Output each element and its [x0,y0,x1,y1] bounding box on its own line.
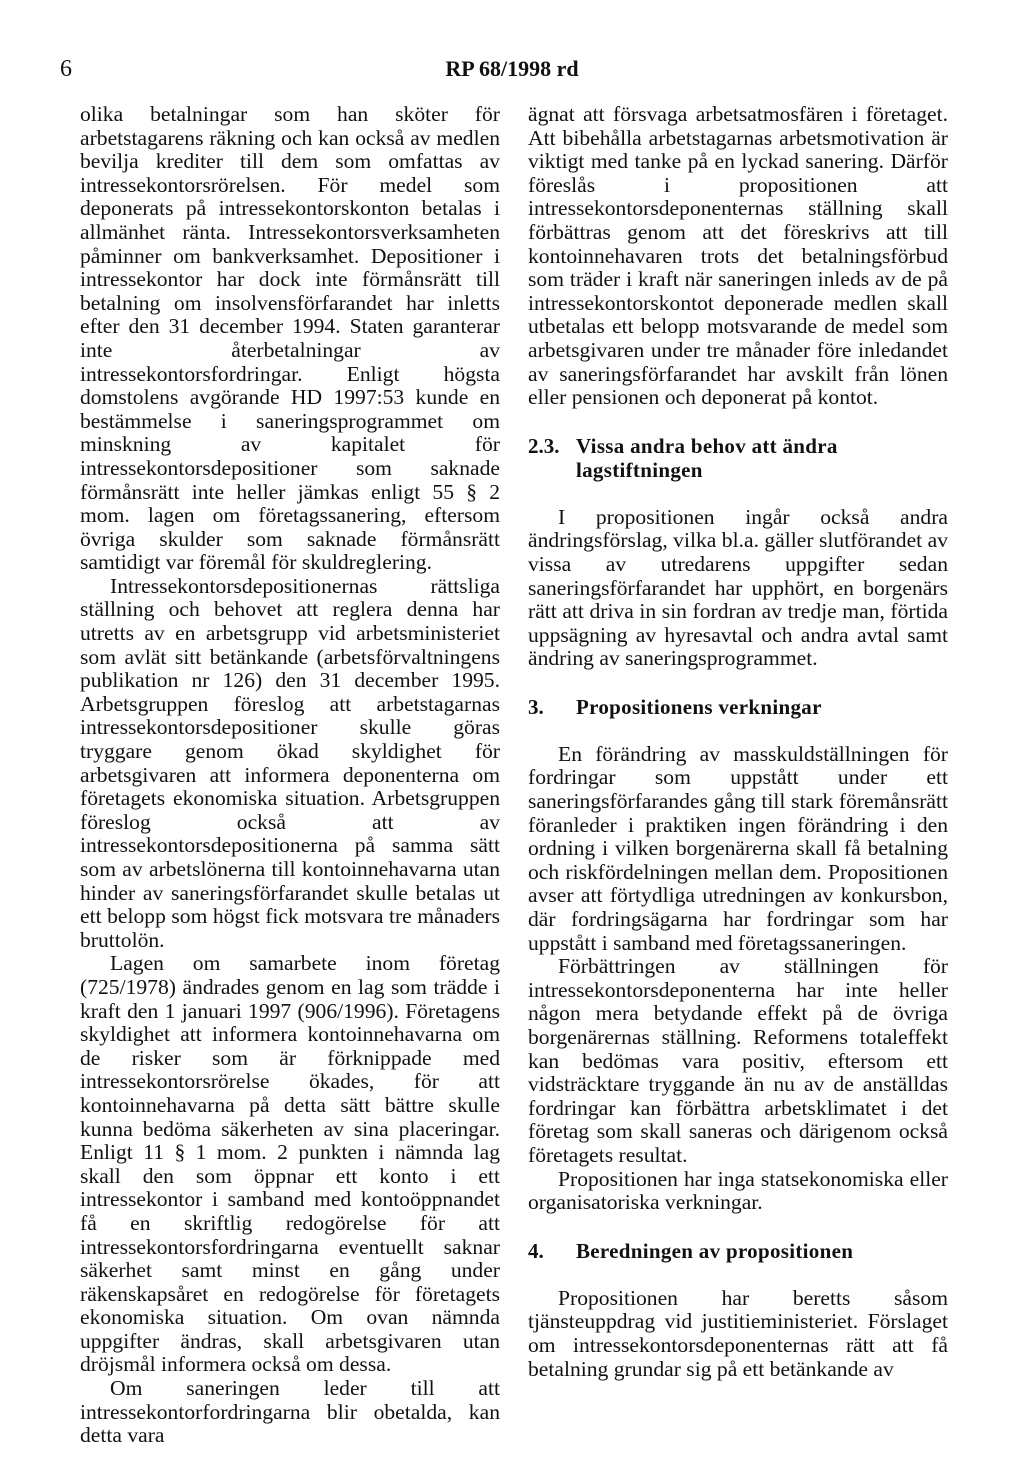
paragraph-section-3-3: Propositionen har inga statsekonomiska eller organisatoriska verkningar. [528,1166,948,1215]
section-title: Beredningen av propositionen [576,1238,854,1263]
section-heading-2-3 [528,434,948,482]
paragraph-left-4: Om saneringen leder till att intressekontorfordringarna blir obetalda, kan detta vara [80,1376,500,1448]
paragraph-right-intro: ägnat att försvaga arbetsatmosfären i företaget. Att bibehålla arbetstagarnas arbetsmotivation är viktigt med tanke på en lyckad sanering. Därför föreslås i propositionen att intressekontorsdeponenternas ställning skall förbättras genom att det föreskrivs att till kontoinnehavaren trots det betalningsförbud som träder i kraft när saneringen inleds av de på intressekontorskontot deponerade medlen skall utbetalas ett belopp motsvarande de medel som arbetsgivaren under tre månader före inledandet av saneringsförfarandet har avskilt från lönen eller pensionen och deponerat på kontot. [528,102,948,410]
page-number: 6 [60,56,72,82]
paragraph-section-3-2: Förbättringen av ställningen för intressekontorsdeponenterna har inte heller någon mera betydande effekt på de övriga borgenärernas ställning. Reformens totaleffekt kan bedömas vara positiv, eftersom ett vidsträcktare tryggande än nu av de anställdas fordringar kan förbättra arbetsklimatet i det företag som skall saneras och därigenom också företagets resultat. [528,954,948,1167]
section-heading-4 [528,1239,948,1263]
paragraph-section-3-1: En förändring av masskuldställningen för fordringar som uppstått under ett saneringsförfarandes gång till stark föremånsrätt föranleder i praktiken ingen förändring i den ordning i vilken borgenärerna skall få betalning och riskfördelningen mellan dem. Propositionen avser att förtydliga utredningen av konkursbon, där fordringsägarna har fordringar som har uppstått i samband med företagssaneringen. [528,741,948,955]
right-column [528,103,948,1381]
section-title: Propositionens verkningar [576,694,822,719]
paragraph-left-3: Lagen om samarbete inom företag (725/1978) ändrades genom en lag som trädde i kraft den 1 januari 1997 (906/1996). Företagens skyldighet att informera kontoinnehavarna om de risker som är förknippade med intressekontorsrörelse ökades, för att kontoinnehavarna på detta sätt bättre skulle kunna bedöma säkerheten av sina placeringar. Enligt 11 § 1 mom. 2 punkten i nämnda lag skall den som öppnar ett konto i ett intressekontor i samband med kontoöppnandet få en skriftlig redogörelse för att intressekontorsfordringarna eventuellt saknar säkerhet samt minst en gång under räkenskapsåret en redogörelse för företagets ekonomiska situation. Om ovan nämnda uppgifter ändras, skall arbetsgivaren utan dröjsmål informera också om dessa. [80,951,500,1377]
paragraph-section-2-3: I propositionen ingår också andra ändringsförslag, vilka bl.a. gäller slutförandet av vissa av utredarens uppgifter sedan saneringsförfarandet har upphört, en borgenärs rätt att driva in sin fordran av tredje man, förtida uppsägning av hyresavtal och andra avtal samt ändring av saneringsprogrammet. [528,504,948,671]
section-title: Vissa andra behov att ändra lagstiftningen [576,433,838,482]
left-column [80,103,500,1448]
section-heading-3 [528,695,948,719]
section-number: 3. [528,694,544,719]
running-title: RP 68/1998 rd [445,56,579,81]
section-number: 2.3. [528,433,560,458]
paragraph-left-2: Intressekontorsdepositionernas rättsliga ställning och behovet att reglera denna har utretts av en arbetsgrupp vid arbetsministeriet som avlät sitt betänkande (arbetsförvaltningens publikation nr 126) den 31 december 1995. Arbetsgruppen föreslog att arbetstagarnas intressekontorsdepositioner skulle göras tryggare genom ökad skyldighet för arbetsgivaren att informera deponenterna om företagets ekonomiska situation. Arbetsgruppen föreslog också att av intressekontorsdepositionerna på samma sätt som av arbetslönerna till kontoinnehavarna utan hinder av saneringsförfarandet skulle betalas ut ett belopp som högst fick motsvara tre månaders bruttolön. [80,573,500,952]
paragraph-left-1: olika betalningar som han sköter för arbetstagarens räkning och kan också av medlen bevilja krediter till dem som omfattas av intressekontorsrörelsen. För medel som deponerats på intressekontorskonton betalas i allmänhet ränta. Intressekontorsverksamheten påminner om bankverksamhet. Depositioner i intressekontor har dock inte förmånsrätt till betalning om insolvensförfarandet har inletts efter den 31 december 1994. Staten garanterar inte återbetalningar av intressekontorsfordringar. Enligt högsta domstolens avgörande HD 1997:53 kunde en bestämmelse i saneringsprogrammet om minskning av kapitalet för intressekontorsdepositioner som saknade förmånsrätt inte heller jämkas enligt 55 § 2 mom. lagen om företagssanering, eftersom övriga skulder som saknade förmånsrätt samtidigt var föremål för skuldreglering. [80,102,500,575]
section-number: 4. [528,1238,544,1263]
paragraph-section-4-1: Propositionen har beretts såsom tjänsteuppdrag vid justitieministeriet. Förslaget om intressekontorsdeponenternas rätt att få betalning grundar sig på ett betänkande av [528,1285,948,1381]
